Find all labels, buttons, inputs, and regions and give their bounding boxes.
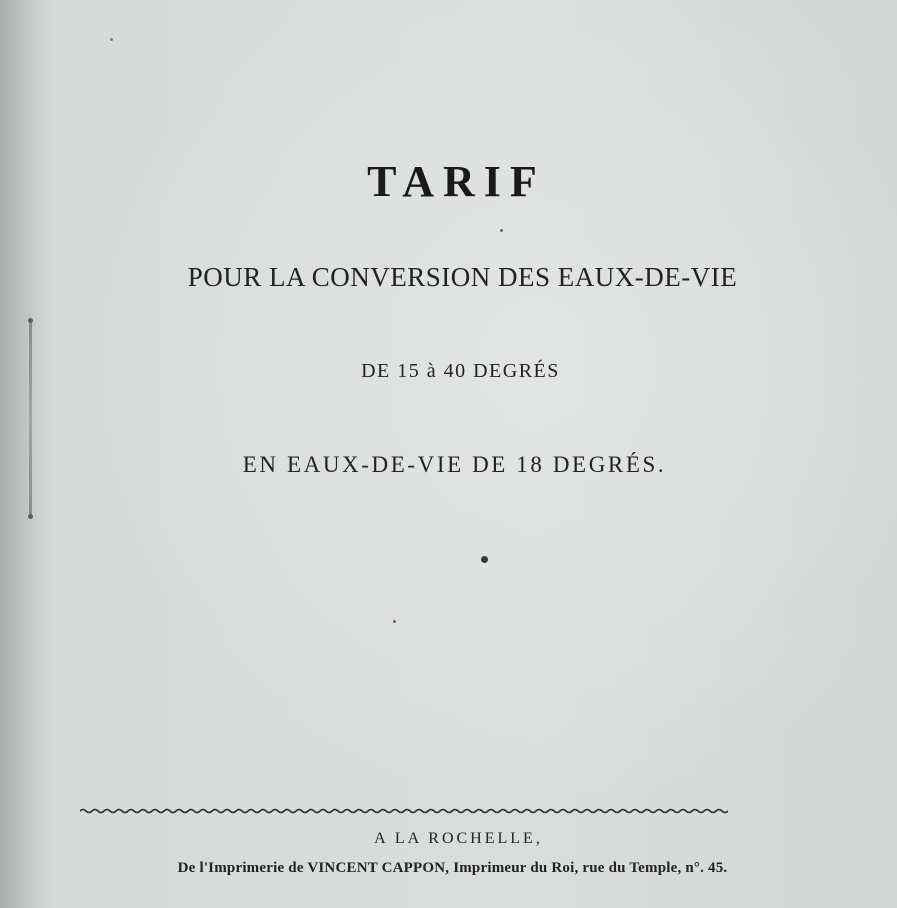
target-strength: EN EAUX-DE-VIE DE 18 DEGRÉS. bbox=[242, 452, 667, 477]
decorative-rule bbox=[80, 808, 728, 814]
stitch-hole-top bbox=[28, 318, 33, 323]
imprint-city: A LA ROCHELLE, bbox=[374, 830, 543, 847]
ink-speck bbox=[393, 620, 396, 623]
binding-stitch bbox=[29, 322, 32, 518]
document-subtitle: POUR LA CONVERSION DES EAUX-DE-VIE bbox=[187, 262, 738, 292]
ink-speck bbox=[481, 556, 488, 563]
ink-speck bbox=[110, 38, 113, 41]
document-title: TARIF bbox=[367, 157, 546, 206]
stitch-hole-bottom bbox=[28, 514, 33, 519]
ink-speck bbox=[500, 229, 503, 232]
degree-range: DE 15 à 40 DEGRÉS bbox=[361, 360, 560, 382]
imprint-printer: De l'Imprimerie de VINCENT CAPPON, Imprimeur du Roi, rue du Temple, n°. 45. bbox=[177, 860, 728, 876]
